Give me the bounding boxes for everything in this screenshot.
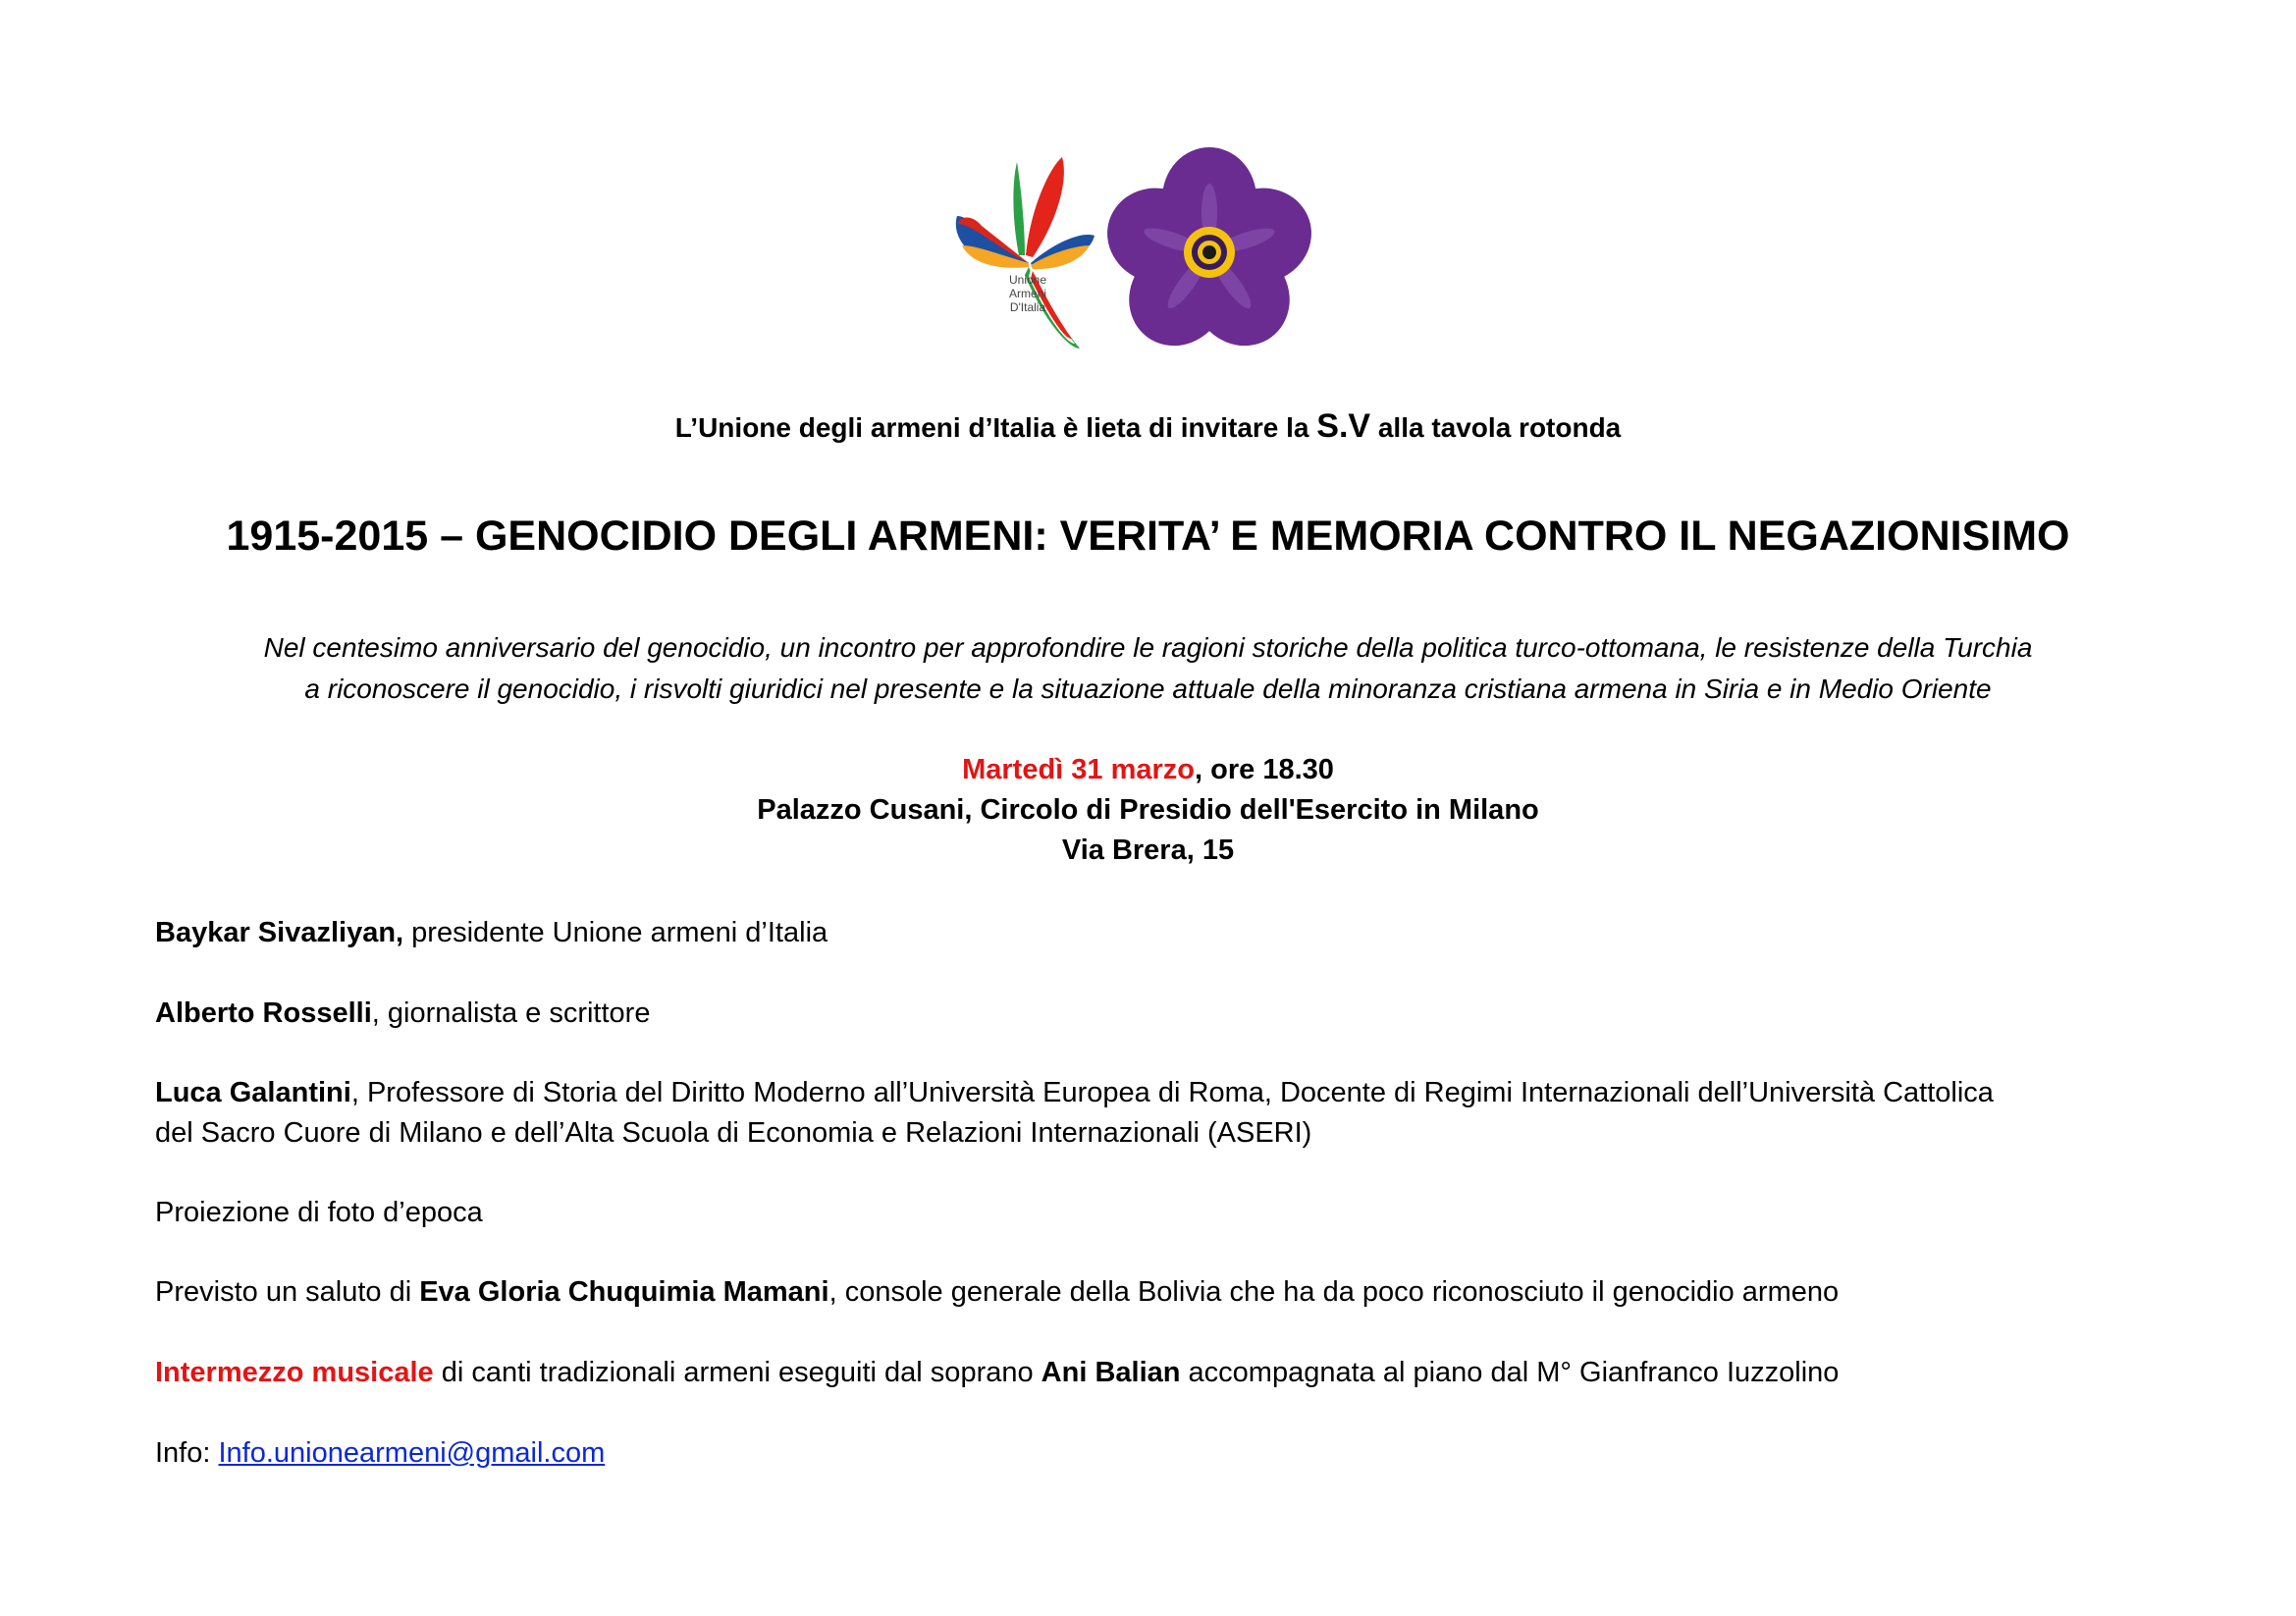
music-text: di canti tradizionali armeni eseguiti dal soprano	[433, 1357, 1041, 1388]
intro-line-1: Nel centesimo anniversario del genocidio, un incontro per approfondire le ragioni storiche della politica turco-ottomana, le resistenze della Turchia	[263, 632, 2033, 663]
info-line	[155, 1433, 2138, 1473]
invitation-sv: S.V	[1316, 407, 1371, 445]
greeting-text: Previsto un saluto di	[155, 1276, 420, 1308]
forget-me-not-flower-icon	[1104, 147, 1315, 358]
page-title: 1915-2015 – GENOCIDIO DEGLI ARMENI: VERITA’ E MEMORIA CONTRO IL NEGAZIONISIMO	[226, 512, 2070, 560]
speaker-item	[155, 994, 2138, 1033]
logo-caption-line: Unione	[1008, 273, 1047, 287]
logo-caption-line: D'Italia	[1009, 300, 1046, 314]
speaker-role: , giornalista e scrittore	[371, 997, 651, 1029]
music-performer: Ani Balian	[1041, 1357, 1181, 1388]
speaker-role: , Professore di Storia del Diritto Moderno all’Università Europea di Roma, Docente di Regimi Internazionali dell’Università Cattolica	[350, 1077, 1994, 1108]
music-text-end: accompagnata al piano dal M° Gianfranco Iuzzolino	[1180, 1357, 1840, 1388]
event-address: Via Brera, 15	[1061, 835, 1235, 866]
speaker-role-continued: del Sacro Cuore di Milano e dell’Alta Scuola di Economia e Relazioni Internazionali (ASERI)	[155, 1117, 1312, 1149]
speaker-name: Alberto Rosselli	[155, 997, 372, 1029]
greeting-text-end: , console generale della Bolivia che ha da poco riconosciuto il genocidio armeno	[828, 1276, 1840, 1308]
speaker-name: Baykar Sivazliyan,	[155, 917, 404, 948]
info-label: Info:	[155, 1437, 219, 1469]
greeting-name: Eva Gloria Chuquimia Mamani	[419, 1276, 829, 1308]
music-note	[155, 1353, 2138, 1392]
speaker-role: presidente Unione armeni d’Italia	[403, 917, 828, 948]
event-date: Martedì 31 marzo	[962, 754, 1196, 785]
music-label: Intermezzo musicale	[155, 1357, 434, 1388]
logo-caption	[984, 273, 1072, 314]
invitation-text: L’Unione degli armeni d’Italia è lieta di invitare la	[674, 412, 1317, 443]
email-link[interactable]: Info.unionearmeni@gmail.com	[218, 1437, 606, 1469]
speaker-item	[155, 1073, 2138, 1112]
event-time: , ore 18.30	[1195, 754, 1334, 785]
logo-caption-line: Armeni	[1008, 287, 1046, 300]
speaker-item	[155, 913, 2138, 952]
invitation-text-end: alla tavola rotonda	[1370, 412, 1622, 443]
event-venue: Palazzo Cusani, Circolo di Presidio dell'Esercito in Milano	[757, 794, 1539, 826]
invitation-line	[0, 407, 2296, 446]
photos-note: Proiezione di foto d’epoca	[155, 1197, 483, 1228]
armenian-italian-ribbon-logo-icon	[952, 147, 1109, 353]
event-datetime	[0, 754, 2296, 786]
logo-group	[952, 147, 1315, 363]
intro-line-2: a riconoscere il genocidio, i risvolti giuridici nel presente e la situazione attuale della minoranza cristiana armena in Siria e in Medio Oriente	[304, 673, 1992, 704]
greeting-note	[155, 1272, 2138, 1312]
speaker-name: Luca Galantini	[155, 1077, 351, 1108]
